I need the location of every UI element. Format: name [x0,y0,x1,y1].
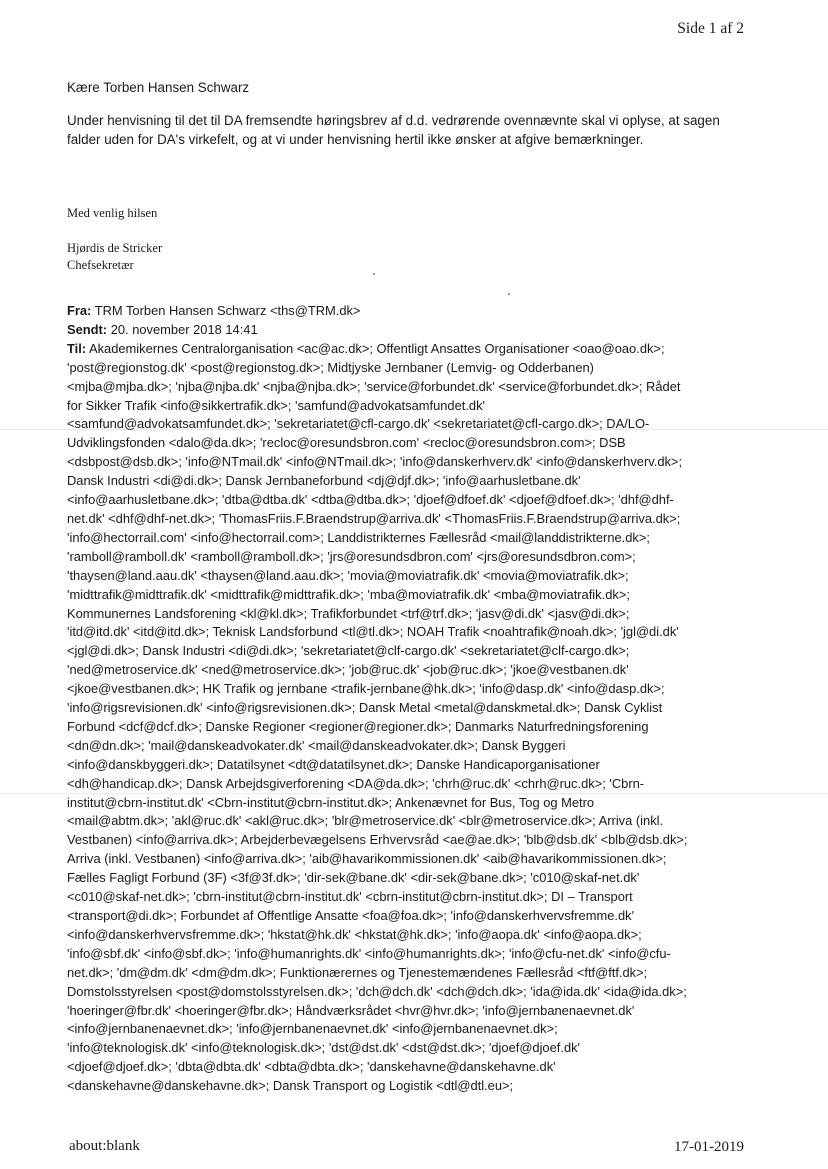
recipient-text: <danskehavne@danskehavne.dk>; Dansk Transport og Logistik <dtl@dtl.eu>; [67,1078,514,1094]
recipient-line [67,831,757,850]
recipient-line [67,1058,757,1077]
recipient-line [67,359,757,378]
recipient-line [67,699,757,718]
recipient-line [67,586,757,605]
page-number: Side 1 af 2 [677,20,744,37]
sent-line [67,321,757,340]
recipient-text: <dh@handicap.dk>; Dansk Arbejdsgiverforening <DA@da.dk>; 'chrh@ruc.dk' <chrh@ruc.dk>; 'Cbrn- [67,775,645,791]
scan-speck [508,293,510,295]
recipient-line [67,737,757,756]
recipient-line [67,397,757,416]
recipient-text: Akademikernes Centralorganisation <ac@ac.dk>; Offentligt Ansattes Organisationer <oao@oao.dk>; [88,340,665,356]
recipient-line [67,680,757,699]
recipient-text: Domstolsstyrelsen <post@domstolsstyrelsen.dk>; 'dch@dch.dk' <dch@dch.dk>; 'ida@ida.dk' <ida@ida.dk>; [67,983,687,999]
recipient-line [67,415,757,434]
recipient-text: 'info@teknologisk.dk' <info@teknologisk.dk>; 'dst@dst.dk' <dst@dst.dk>; 'djoef@djoef.dk' [67,1040,581,1056]
recipient-line [67,1039,757,1058]
recipient-text: <mjba@mjba.dk>; 'njba@njba.dk' <njba@njba.dk>; 'service@forbundet.dk' <service@forbundet.dk>; Rådet [67,378,681,394]
recipient-line [67,850,757,869]
recipient-line [67,642,757,661]
recipient-text: Forbund <dcf@dcf.dk>; Danske Regioner <regioner@regioner.dk>; Danmarks Naturfredningsforening [67,718,649,734]
recipient-text: Udviklingsfonden <dalo@da.dk>; 'recloc@oresundsbron.com' <recloc@oresundsbron.com>; DSB [67,435,626,451]
recipient-line [67,623,757,642]
recipient-text: <info@jernbanenaevnet.dk>; 'info@jernbanenaevnet.dk' <info@jernbanenaevnet.dk>; [67,1021,558,1037]
recipient-line [67,567,757,586]
from-value: TRM Torben Hansen Schwarz <ths@TRM.dk> [94,303,361,318]
footer-url: about:blank [69,1138,140,1154]
recipient-line [67,453,757,472]
recipient-line [67,926,757,945]
recipient-text: for Sikker Trafik <info@sikkertrafik.dk>; 'samfund@advokatsamfundet.dk' [67,397,485,413]
recipient-text: net.dk>; 'dm@dm.dk' <dm@dm.dk>; Funktionærernes og Tjenestemændenes Fællesråd <ftf@ftf.dk>; [67,964,648,980]
recipient-text: 'post@regionstog.dk' <post@regionstog.dk>; Midtjyske Jernbaner (Lemvig- og Odderbanen) [67,359,594,375]
recipient-text: 'info@hectorrail.com' <info@hectorrail.com>; Landdistrikternes Fællesråd <mail@landdistrikterne.dk>; [67,529,650,545]
recipient-line [67,510,757,529]
recipient-line [67,434,757,453]
recipient-line [67,812,757,831]
recipient-line [67,661,757,680]
recipient-line [67,945,757,964]
recipient-line [67,718,757,737]
recipient-text: 'thaysen@land.aau.dk' <thaysen@land.aau.dk>; 'movia@moviatrafik.dk' <movia@moviatrafik.dk>; [67,567,629,583]
recipient-line [67,775,757,794]
recipient-line [67,378,757,397]
recipient-line [67,888,757,907]
recipient-line [67,1002,757,1021]
recipient-line [67,472,757,491]
recipient-text: 'info@rigsrevisionen.dk' <info@rigsrevisionen.dk>; Dansk Metal <metal@danskmetal.dk>; Dansk Cyklist [67,700,663,716]
recipient-text: 'ramboll@ramboll.dk' <ramboll@ramboll.dk>; 'jrs@oresundsdbron.com' <jrs@oresundsdbron.com>; [67,548,636,564]
recipient-text: Vestbanen) <info@arriva.dk>; Arbejderbevægelsens Erhvervsråd <ae@ae.dk>; 'blb@dsb.dk' <blb@dsb.dk>; [67,832,688,848]
recipient-text: 'midttrafik@midttrafik.dk' <midttrafik@midttrafik.dk>; 'mba@moviatrafik.dk' <mba@moviatrafik.dk>; [67,586,630,602]
recipient-line [67,340,757,359]
recipient-line [67,1020,757,1039]
recipient-text: <jgl@di.dk>; Dansk Industri <di@di.dk>; 'sekretariatet@clf-cargo.dk' <sekretariatet@clf-cargo.dk>; [67,643,630,659]
recipient-text: 'hoeringer@fbr.dk' <hoeringer@fbr.dk>; Håndværksrådet <hvr@hvr.dk>; 'info@jernbanenaevnet.dk' [67,1002,635,1018]
recipient-text: Arriva (inkl. Vestbanen) <info@arriva.dk>; 'aib@havarikommissionen.dk' <aib@havarikommissionen.dk>; [67,851,667,867]
recipient-text: <info@aarhusletbane.dk>; 'dtba@dtba.dk' <dtba@dtba.dk>; 'djoef@dfoef.dk' <djoef@dfoef.dk>; 'dhf@dhf- [67,492,674,508]
recipient-text: <djoef@djoef.dk>; 'dbta@dbta.dk' <dbta@dbta.dk>; 'danskehavne@danskehavne.dk' [67,1059,556,1075]
recipient-text: institut@cbrn-institut.dk' <Cbrn-institut@cbrn-institut.dk>; Ankenævnet for Bus, Tog og Metro [67,794,595,810]
recipient-line [67,869,757,888]
recipient-text: <info@danskbyggeri.dk>; Datatilsynet <dt@datatilsynet.dk>; Danske Handicaporganisationer [67,756,600,772]
salutation: Kære Torben Hansen Schwarz [67,80,250,95]
recipient-text: <transport@di.dk>; Forbundet af Offentlige Ansatte <foa@foa.dk>; 'info@danskerhvervsfremme.dk' [67,908,635,923]
sender-title: Chefsekretær [67,258,134,272]
to-label: Til: [67,340,87,356]
recipient-line [67,907,757,926]
recipient-text: Fælles Fagligt Forbund (3F) <3f@3f.dk>; 'dir-sek@bane.dk' <dir-sek@bane.dk>; 'c010@skaf-net.dk' [67,870,640,886]
forwarded-email-header [67,302,757,1096]
recipient-line [67,756,757,775]
recipient-text: Dansk Industri <di@di.dk>; Dansk Jernbaneforbund <dj@djf.dk>; 'info@aarhusletbane.dk' [67,473,581,489]
sent-label: Sendt: [67,321,108,337]
recipient-text: 'info@sbf.dk' <info@sbf.dk>; 'info@humanrights.dk' <info@humanrights.dk>; 'info@cfu-net.dk' <info@cfu- [67,945,671,961]
recipient-line [67,529,757,548]
recipient-text: <samfund@advokatsamfundet.dk>; 'sekretariatet@cfl-cargo.dk' <sekretariatet@cfl-cargo.dk>; DA/LO- [67,416,650,432]
sent-value: 20. november 2018 14:41 [110,321,258,337]
recipient-line [67,983,757,1002]
recipient-text: net.dk' <dhf@dhf-net.dk>; 'ThomasFriis.F.Braendstrup@arriva.dk' <ThomasFriis.F.Braendstrup@arriva.dk>; [67,510,681,526]
recipient-line [67,605,757,624]
recipient-line [67,964,757,983]
from-line [67,302,757,321]
recipient-text: 'itd@itd.dk' <itd@itd.dk>; Teknisk Landsforbund <tl@tl.dk>; NOAH Trafik <noahtrafik@noah.dk>; 'jgl@di.dk' [67,624,679,640]
footer-date: 17-01-2019 [674,1139,744,1155]
recipient-line [67,794,757,813]
recipient-text: <c010@skaf-net.dk>; 'cbrn-institut@cbrn-institut.dk' <cbrn-institut@cbrn-institut.dk>; DI – Transport [67,889,633,905]
recipient-line [67,548,757,567]
recipient-line [67,1077,757,1096]
from-label: Fra: [67,303,92,318]
scan-speck [373,273,375,275]
recipient-text: <jkoe@vestbanen.dk>; HK Trafik og jernbane <trafik-jernbane@hk.dk>; 'info@dasp.dk' <info@dasp.dk>; [67,681,665,697]
sender-name: Hjørdis de Stricker [67,241,163,255]
recipient-text: <dsbpost@dsb.dk>; 'info@NTmail.dk' <info@NTmail.dk>; 'info@danskerhverv.dk' <info@danskerhverv.dk>; [67,454,683,470]
closing: Med venlig hilsen [67,206,158,220]
recipient-line [67,491,757,510]
recipient-text: <dn@dn.dk>; 'mail@danskeadvokater.dk' <mail@danskeadvokater.dk>; Dansk Byggeri [67,737,566,753]
recipient-text: <mail@abtm.dk>; 'akl@ruc.dk' <akl@ruc.dk>; 'blr@metroservice.dk' <blr@metroservice.dk>; Arriva (inkl. [67,813,664,829]
recipient-text: 'ned@metroservice.dk' <ned@metroservice.dk>; 'job@ruc.dk' <job@ruc.dk>; 'jkoe@vestbanen.dk' [67,662,629,678]
recipient-text: <info@danskerhvervsfremme.dk>; 'hkstat@hk.dk' <hkstat@hk.dk>; 'info@aopa.dk' <info@aopa.dk>; [67,926,642,942]
body-paragraph: Under henvisning til det til DA fremsendte høringsbrev af d.d. vedrørende ovennævnte skal vi oplyse, at sagen falder uden for DA's virkefelt, og at vi under henvisning hertil ikke ønsker at afgive bemærkninger. [67,113,720,147]
recipient-text: Kommunernes Landsforening <kl@kl.dk>; Trafikforbundet <trf@trf.dk>; 'jasv@di.dk' <jasv@di.dk>; [67,605,630,621]
recipients-block [67,340,757,1096]
